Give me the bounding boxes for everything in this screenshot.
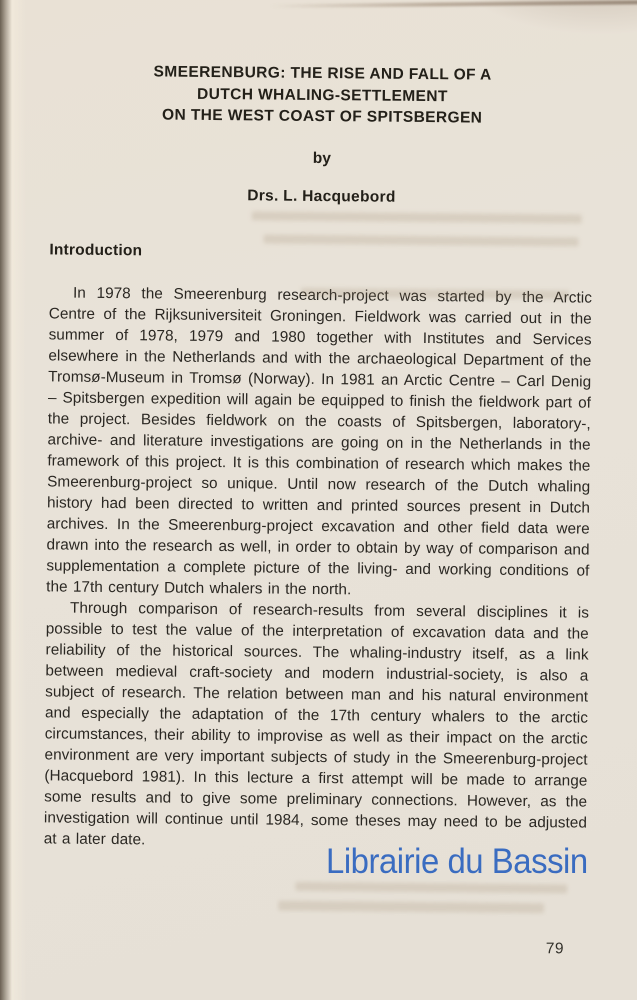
paragraph: Through comparison of research-results from several disciplines it is possible to test the value of the interpretation of excavation data and the reliability of the historical sources. The whaling-industry itself, as a link between medieval craft-society and modern industrial-society, is also a subject of research. The relation between man and his natural environment and especially the adaptation of the 17th century whalers to the arctic circumstances, their ability to improvise as well as their impact on the arctic environment are very important subjects of study in the Smeerenburg-project (Hacquebord 1981). In this lecture a first attempt will be made to arrange some results and to give some preliminary connections. However, as the investigation will continue until 1984, some theses may need to be adjusted at a later date.	[43, 599, 590, 848]
page-number: 79	[545, 940, 565, 958]
article-body	[44, 282, 592, 854]
showthrough-text-smudge	[295, 882, 567, 894]
byline: by	[312, 149, 331, 167]
paragraph: In 1978 the Smeerenburg research-project was started by the Arctic Centre of the Rijksuniversiteit Groningen. Fieldwork was carried out in the summer of 1978, 1979 and 1980 together with Institutes and Services elsewhere in the Netherlands and with the archaeological Department of the Tromsø-Museum in Tromsø (Norway). In 1981 an Arctic Centre – Carl Denig – Spitsbergen expedition will again be equipped to finish the fieldwork part of the project. Besides fieldwork on the coasts of Spitsbergen, laboratory-, archive- and literature investigations are going on in the Netherlands in the framework of this project. It is this combination of research which makes the Smeerenburg-project so unique. Until now research of the Dutch whaling history had been directed to written and printed sources present in Dutch archives. In the Smeerenburg-project excavation and other field data were drawn into the research as well, in order to obtain by way of comparison and supplementation a complete picture of the living- and working conditions of the 17th century Dutch whalers in the north.	[46, 284, 593, 598]
title-line: ON THE WEST COAST OF SPITSBERGEN	[162, 106, 483, 127]
showthrough-text-smudge	[252, 211, 582, 223]
bookseller-watermark: Librairie du Bassin	[326, 842, 588, 881]
title-line: SMEERENBURG: THE RISE AND FALL OF A	[153, 63, 492, 84]
title-line: DUTCH WHALING-SETTLEMENT	[197, 85, 448, 105]
author-name: Drs. L. Hacquebord	[247, 186, 396, 206]
showthrough-text-smudge	[278, 901, 544, 914]
article-title	[51, 60, 595, 130]
section-heading-introduction: Introduction	[49, 240, 143, 259]
